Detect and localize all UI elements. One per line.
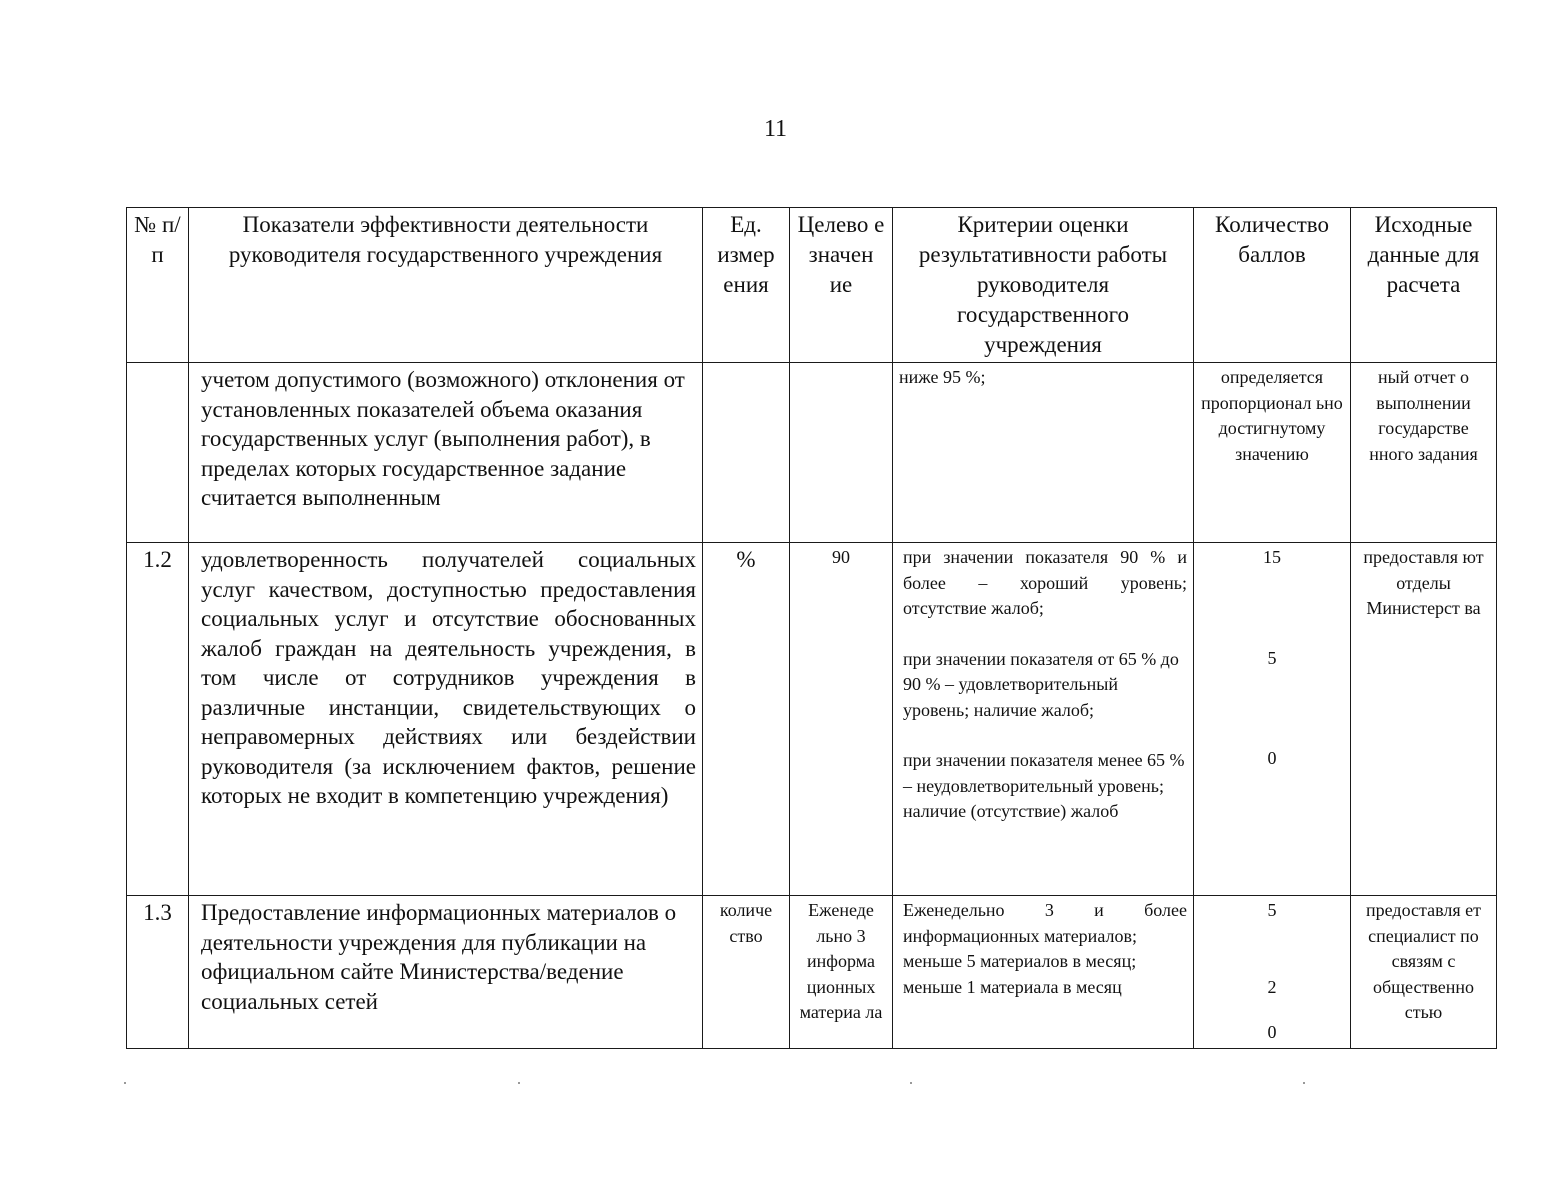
header-target: Целево е значен ие <box>790 208 893 363</box>
row-indicator: удовлетворенность получателей социальных услуг качеством, доступностью предоставления социальных услуг и отсутствие обоснованных жалоб граждан на деятельность учреждения, в том числе от сотрудников учреждения в различные инстанции, свидетельствующих о неправомерных действиях или бездействии руководителя (за исключением фактов, решение которых не входит в компетенцию учреждения) <box>189 543 703 896</box>
row-number: 1.3 <box>127 896 189 1049</box>
scan-noise <box>0 1082 1551 1086</box>
row-unit <box>703 363 790 543</box>
table-row <box>127 896 1497 1049</box>
row-indicator: учетом допустимого (возможного) отклонения от установленных показателей объема оказания государственных услуг (выполнения работ), в пределах которых государственное задание считается выполненным <box>189 363 703 543</box>
score-value: 5 <box>1267 647 1277 668</box>
criteria-item: Еженедельно 3 и более информационных материалов; <box>903 900 1187 946</box>
criteria-item: меньше 5 материалов в месяц; <box>903 951 1137 971</box>
score-value: 2 <box>1267 976 1277 997</box>
header-number: № п/п <box>127 208 189 363</box>
table-row <box>127 543 1497 896</box>
table-row <box>127 363 1497 543</box>
row-scores <box>1194 543 1351 896</box>
row-criteria <box>893 543 1194 896</box>
row-target: Еженеде льно 3 информа ционных материа ла <box>790 896 893 1049</box>
criteria-item: меньше 1 материала в месяц <box>903 976 1122 997</box>
indicators-table <box>126 207 1497 1049</box>
row-source: предоставля ют отделы Министерст ва <box>1351 543 1497 896</box>
score-value: 15 <box>1263 547 1281 567</box>
criteria-item: при значении показателя от 65 % до 90 % – удовлетворительный уровень; наличие жалоб; <box>903 648 1179 720</box>
row-scores <box>1194 896 1351 1049</box>
criteria-item: ниже 95 %; <box>899 367 986 387</box>
criteria-item: при значении показателя менее 65 % – неудовлетворительный уровень; наличие (отсутствие) жалоб <box>903 750 1185 821</box>
page-number: 11 <box>763 116 788 142</box>
header-indicator: Показатели эффективности деятельности руководителя государственного учреждения <box>189 208 703 363</box>
row-criteria <box>893 896 1194 1049</box>
row-indicator: Предоставление информационных материалов о деятельности учреждения для публикации на официальном сайте Министерства/ведение социальных сетей <box>189 896 703 1049</box>
score-value: 5 <box>1267 900 1277 920</box>
score-value: 0 <box>1267 1022 1277 1042</box>
header-source: Исходные данные для расчета <box>1351 208 1497 363</box>
header-criteria: Критерии оценки результативности работы руководителя государственного учреждения <box>893 208 1194 363</box>
row-source: предоставля ет специалист по связям с общественно стью <box>1351 896 1497 1049</box>
row-unit: % <box>703 543 790 896</box>
score-value: 0 <box>1267 748 1277 768</box>
row-unit: количе ство <box>703 896 790 1049</box>
row-scores: определяется пропорционал ьно достигнутому значению <box>1194 363 1351 543</box>
row-criteria <box>893 363 1194 543</box>
criteria-item: при значении показателя 90 % и более – хороший уровень; отсутствие жалоб; <box>903 547 1187 618</box>
row-target: 90 <box>790 543 893 896</box>
header-unit: Ед. измер ения <box>703 208 790 363</box>
row-number: 1.2 <box>127 543 189 896</box>
row-number <box>127 363 189 543</box>
row-target <box>790 363 893 543</box>
table-header-row <box>127 208 1497 363</box>
row-source: ный отчет о выполнении государстве нного задания <box>1351 363 1497 543</box>
header-scores: Количество баллов <box>1194 208 1351 363</box>
